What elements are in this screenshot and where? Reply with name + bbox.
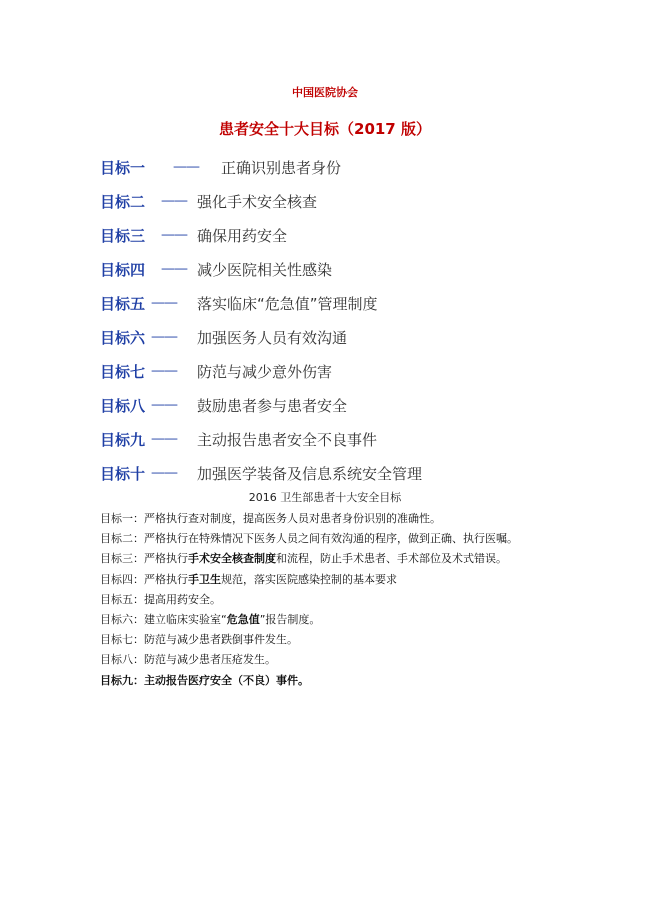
goal-item [100,252,620,286]
goal-label: 目标五 [100,294,146,313]
goal-label: 目标七 [100,362,146,381]
goal-2016-item [100,671,640,691]
goal-2016-bold: 手卫生 [188,572,221,586]
goal-2016-text-tail: 规范，落实医院感染控制的基本要求 [221,572,397,586]
goal-dash: —— [161,227,188,243]
goal-item [100,354,620,388]
goals-2017-list [100,150,620,490]
goal-text: 主动报告患者安全不良事件 [197,430,378,449]
goals-2016-list [100,509,640,691]
goal-text: 防范与减少意外伤害 [197,362,333,381]
goal-item [100,150,620,184]
goal-item [100,184,620,218]
goal-2016-text: 目标三：严格执行 [100,552,188,566]
goal-2016-item [100,570,640,590]
page-title: 患者安全十大目标（2017 版） [219,120,431,138]
goal-text: 加强医务人员有效沟通 [197,328,348,347]
section-2016-title: 2016 卫生部患者十大安全目标 [248,491,402,504]
goal-2016-text: 目标四：严格执行 [100,572,188,586]
goal-item [100,422,620,456]
goal-2016-item [100,650,640,670]
goal-2016-text-tail: 和流程，防止手术患者、手术部位及术式错误。 [276,552,507,566]
goal-label: 目标八 [100,396,146,415]
goal-dash: —— [151,295,178,311]
goal-2016-text: 目标五：提高用药安全。 [100,592,221,606]
goal-dash: —— [161,261,188,277]
goal-2016-bold: 危急值 [226,612,260,626]
goal-text: 鼓励患者参与患者安全 [197,396,348,415]
goal-label: 目标三 [100,226,146,245]
organization-name: 中国医院协会 [292,86,358,99]
goal-2016-text-tail: ”报告制度。 [259,612,321,626]
goal-2016-text: 目标七：防范与减少患者跌倒事件发生。 [100,633,298,647]
goal-text: 落实临床“危急值”管理制度 [197,294,378,313]
goal-dash: —— [161,193,188,209]
goal-2016-item [100,549,640,569]
goal-text: 确保用药安全 [197,226,288,245]
goal-label: 目标六 [100,328,146,347]
goal-2016-bold: 目标九：主动报告医疗安全（不良）事件。 [100,673,309,687]
goal-2016-text: 目标二：严格执行在特殊情况下医务人员之间有效沟通的程序，做到正确、执行医嘱。 [100,532,518,546]
goal-dash: —— [151,431,178,447]
goal-2016-item [100,630,640,650]
goal-item [100,286,620,320]
goal-label: 目标一 [100,158,146,177]
goal-dash: —— [151,465,178,481]
goal-label: 目标四 [100,260,146,279]
goal-2016-text: 目标八：防范与减少患者压疮发生。 [100,653,276,667]
goal-2016-text: 目标一：严格执行查对制度，提高医务人员对患者身份识别的准确性。 [100,512,441,525]
goal-item [100,320,620,354]
goal-2016-item [100,509,640,529]
goal-dash: —— [151,363,178,379]
goal-text: 强化手术安全核查 [197,192,318,211]
goal-item [100,218,620,252]
goal-label: 目标二 [100,192,146,211]
goal-text: 减少医院相关性感染 [197,260,333,279]
goal-dash: —— [173,159,200,175]
goal-2016-item [100,610,640,630]
goal-2016-item [100,590,640,610]
goal-text: 加强医学装备及信息系统安全管理 [197,464,423,483]
goal-2016-bold: 手术安全核查制度 [188,552,276,566]
goal-label: 目标十 [100,464,146,483]
goal-item [100,388,620,422]
goal-2016-item [100,529,640,549]
goal-label: 目标九 [100,430,146,449]
goal-text: 正确识别患者身份 [221,158,342,177]
goal-2016-text: 目标六：建立临床实验室“ [100,612,227,626]
goal-dash: —— [151,329,178,345]
goal-item [100,456,620,490]
goal-dash: —— [151,397,178,413]
